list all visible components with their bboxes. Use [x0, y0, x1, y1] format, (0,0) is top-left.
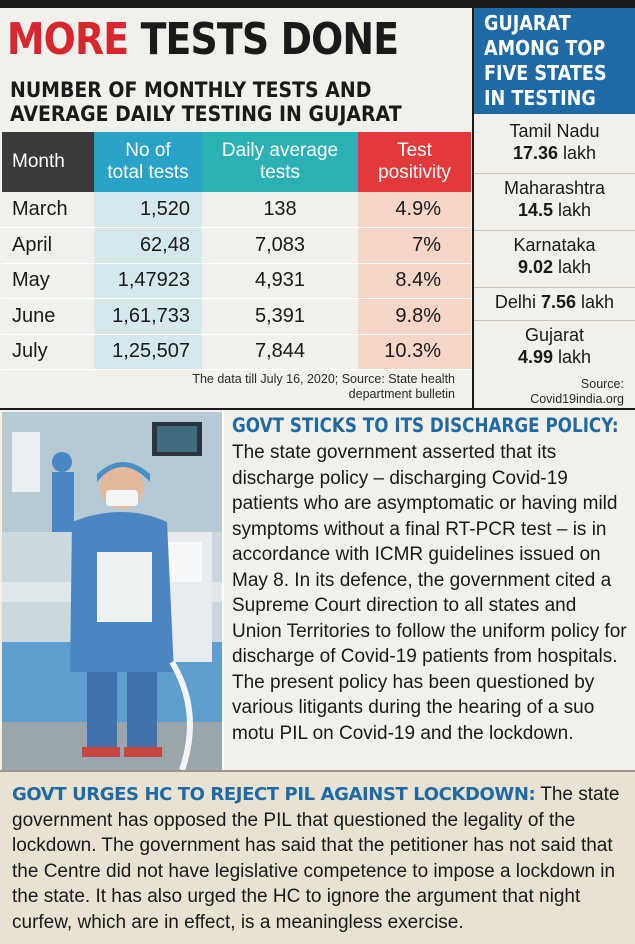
- sidebar-source-line: Covid19india.org: [530, 392, 624, 406]
- cell-daily: 7,083: [202, 228, 358, 264]
- cell-month: April: [2, 228, 94, 264]
- cell-daily: 4,931: [202, 263, 358, 299]
- sidebar-source-note: [474, 377, 624, 407]
- cell-daily: 5,391: [202, 299, 358, 335]
- cell-positivity: 4.9%: [358, 192, 471, 228]
- table-row: [2, 299, 471, 335]
- cell-positivity: 10.3%: [358, 334, 471, 370]
- state-value: 14.5: [517, 200, 553, 220]
- sidebar-title: [474, 8, 635, 114]
- cell-month: March: [2, 192, 94, 228]
- table-source-note: [100, 372, 455, 402]
- table-row: [2, 192, 471, 228]
- state-unit: lakh: [563, 143, 597, 163]
- headline-black-words: TESTS DONE: [140, 14, 399, 65]
- top-bar: [0, 0, 635, 8]
- state-rank-item: [474, 291, 635, 321]
- state-name: Karnataka: [513, 235, 596, 255]
- cell-month: May: [2, 263, 94, 299]
- sidebar-title-line: AMONG TOP: [484, 36, 606, 60]
- state-value: 9.02: [517, 257, 553, 277]
- state-rank-item: [474, 120, 635, 174]
- table-row: [2, 334, 471, 370]
- cell-total: 1,25,507: [94, 334, 202, 370]
- state-name: Gujarat: [524, 325, 585, 345]
- lockdown-section: [0, 772, 635, 944]
- state-value: 17.36: [512, 143, 558, 163]
- section-divider: [0, 408, 635, 410]
- table-source-line: department bulletin: [348, 387, 455, 401]
- sidebar-title-line: FIVE STATES: [484, 61, 607, 85]
- discharge-policy-body: The state government asserted that its discharge policy – discharging Covid-19 patients who are asymptomatic or having mild symptoms without a final RT-PCR test – is in accordance with ICMR guidelines issued on May 8. In its defence, the government cited a Supreme Court direction to all states and Union Territories to follow the uniform policy for discharge of Covid-19 patients from hospitals. The present policy has been questioned by various litigants during the hearing of a suo motu PIL on Covid-19 and the lockdown.: [232, 442, 627, 744]
- table-subhead: NUMBER OF MONTHLY TESTS AND AVERAGE DAILY TESTING IN GUJARAT: [10, 78, 402, 126]
- state-name: Delhi: [494, 292, 536, 312]
- cell-total: 1,47923: [94, 263, 202, 299]
- headline: [0, 8, 406, 70]
- header-total-tests: No of total tests: [94, 132, 202, 192]
- lockdown-title: GOVT URGES HC TO REJECT PIL AGAINST LOCKDOWN:: [12, 784, 536, 805]
- icu-photo: [2, 412, 222, 770]
- sidebar-title-line: IN TESTING: [484, 86, 596, 110]
- icu-illustration: [2, 412, 222, 770]
- cell-month: July: [2, 334, 94, 370]
- state-unit: lakh: [558, 347, 592, 367]
- cell-month: June: [2, 299, 94, 335]
- table-row: [2, 263, 471, 299]
- cell-total: 1,520: [94, 192, 202, 228]
- header-daily-average: Daily average tests: [202, 132, 358, 192]
- state-unit: lakh: [558, 200, 592, 220]
- table-source-line: The data till July 16, 2020; Source: State health: [192, 372, 455, 386]
- cell-daily: 138: [202, 192, 358, 228]
- cell-positivity: 7%: [358, 228, 471, 264]
- cell-total: 1,61,733: [94, 299, 202, 335]
- state-rank-item: [474, 324, 635, 374]
- monthly-tests-table: [2, 132, 471, 370]
- cell-positivity: 9.8%: [358, 299, 471, 335]
- header-test-positivity: Test positivity: [358, 132, 471, 192]
- state-name: Tamil Nadu: [509, 121, 600, 141]
- cell-total: 62,48: [94, 228, 202, 264]
- headline-red-word: MORE: [6, 14, 129, 65]
- photo-divider: [222, 410, 224, 772]
- state-name: Maharashtra: [503, 178, 606, 198]
- state-rank-item: [474, 177, 635, 231]
- cell-daily: 7,844: [202, 334, 358, 370]
- lockdown-body: The state government has opposed the PIL that questioned the legality of the lockdown. The government has said that the petitioner has not said that the Centre did not have legislative competence to impose a lockdown in the state. It has also urged the HC to ignore the argument that night curfew, which are in effect, is a meaningless exercise.: [12, 784, 620, 933]
- state-value: 7.56: [540, 292, 577, 312]
- table-row: [2, 228, 471, 264]
- sidebar-title-line: GUJARAT: [484, 11, 571, 35]
- state-unit: lakh: [581, 292, 615, 312]
- cell-positivity: 8.4%: [358, 263, 471, 299]
- state-rank-item: [474, 234, 635, 288]
- discharge-policy-title: GOVT STICKS TO ITS DISCHARGE POLICY:: [232, 414, 619, 437]
- header-month: Month: [2, 132, 94, 192]
- state-value: 4.99: [517, 347, 553, 367]
- state-unit: lakh: [558, 257, 592, 277]
- sidebar-source-line: Source:: [580, 377, 624, 391]
